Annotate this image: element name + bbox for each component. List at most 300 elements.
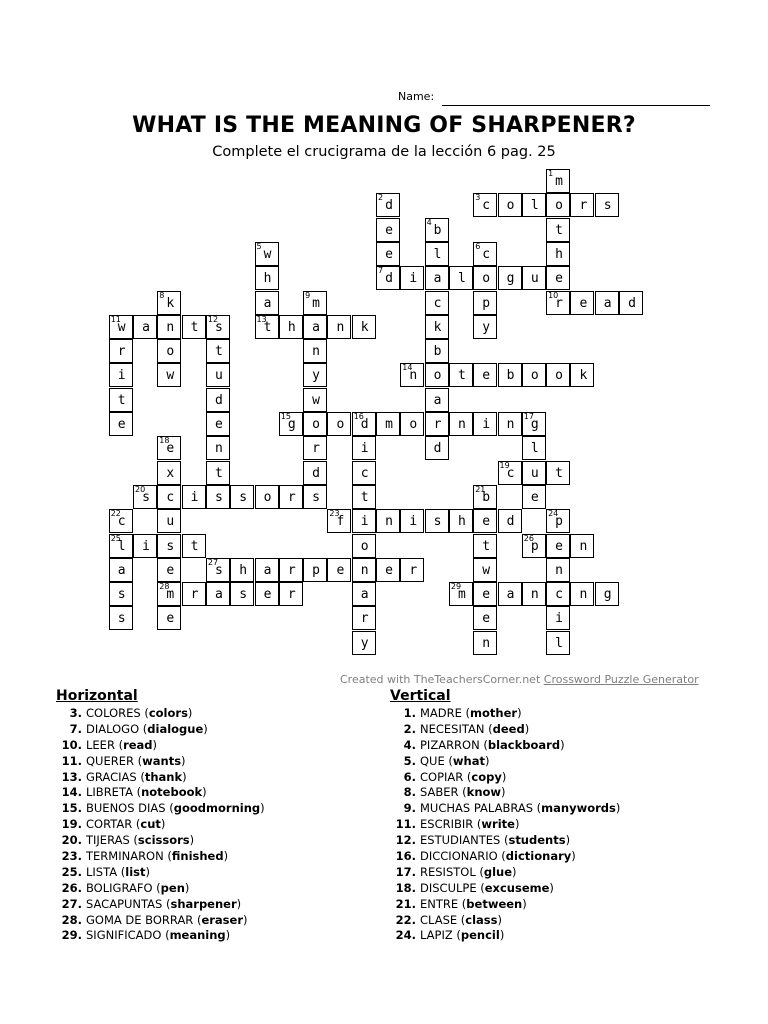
crossword-cell[interactable] [182, 485, 206, 509]
crossword-cell[interactable] [352, 606, 376, 630]
crossword-cell[interactable] [376, 266, 400, 290]
crossword-cell[interactable] [279, 485, 303, 509]
crossword-cell[interactable] [157, 291, 181, 315]
crossword-cell[interactable] [425, 509, 449, 533]
cell-letter: n [214, 441, 223, 457]
cell-letter: s [603, 198, 612, 214]
crossword-cell[interactable] [206, 485, 230, 509]
cell-letter: t [190, 538, 199, 554]
cell-letter: s [312, 489, 320, 505]
clue-number-label: 11. [61, 753, 82, 768]
clue-number: 5 [256, 241, 262, 251]
crossword-cell[interactable] [498, 363, 522, 387]
cell-letter: t [360, 489, 369, 505]
cell-letter: a [603, 295, 612, 311]
cell-letter: o [555, 368, 563, 384]
crossword-cell[interactable] [182, 534, 206, 558]
crossword-cell[interactable] [546, 509, 570, 533]
crossword-cell[interactable] [157, 315, 181, 339]
crossword-cell[interactable] [303, 388, 327, 412]
crossword-cell[interactable] [546, 363, 570, 387]
crossword-cell[interactable] [595, 193, 619, 217]
crossword-cell[interactable] [376, 558, 400, 582]
credit-line [340, 673, 699, 686]
cell-letter: n [482, 635, 491, 651]
crossword-cell[interactable] [546, 631, 570, 655]
clue-number: 22 [110, 509, 121, 519]
clue-answer: glue [483, 864, 513, 879]
crossword-cell[interactable] [449, 509, 473, 533]
crossword-cell[interactable] [498, 582, 522, 606]
clue-answer: sharpener [170, 896, 237, 911]
cell-letter: g [287, 417, 296, 432]
crossword-cell[interactable] [400, 363, 424, 387]
crossword-cell[interactable] [352, 534, 376, 558]
cell-letter: h [263, 271, 272, 287]
crossword-cell[interactable] [570, 582, 594, 606]
crossword-cell[interactable] [425, 218, 449, 242]
cell-letter: f [336, 514, 345, 530]
cell-letter: u [530, 271, 539, 287]
clue-item: 19. CORTAR (cut) [56, 817, 265, 833]
cell-letter: s [142, 489, 150, 505]
crossword-cell[interactable] [376, 218, 400, 242]
crossword-cell[interactable] [182, 582, 206, 606]
crossword-cell[interactable] [230, 558, 254, 582]
crossword-cell[interactable] [546, 606, 570, 630]
crossword-cell[interactable] [352, 582, 376, 606]
clue-answer: pen [160, 880, 185, 895]
clue-item: 3. COLORES (colors) [56, 706, 265, 722]
cell-letter: u [166, 514, 175, 530]
crossword-cell[interactable] [327, 412, 351, 436]
crossword-cell[interactable] [157, 534, 181, 558]
crossword-cell[interactable] [546, 558, 570, 582]
crossword-cell[interactable] [157, 509, 181, 533]
cell-letter: e [385, 222, 393, 238]
clue-answer: know [466, 785, 502, 800]
cell-letter: c [555, 587, 563, 603]
crossword-cell[interactable] [206, 582, 230, 606]
crossword-cell[interactable] [206, 412, 230, 436]
crossword-cell[interactable] [352, 436, 376, 460]
cell-letter: n [360, 562, 369, 578]
clue-item: 17. RESISTOL (glue) [390, 865, 620, 881]
clue-answer: colors [148, 706, 188, 720]
crossword-cell[interactable] [473, 242, 497, 266]
cell-letter: k [360, 319, 369, 335]
crossword-cell[interactable] [425, 436, 449, 460]
clue-spanish: GRACIAS ( [86, 769, 145, 784]
crossword-cell[interactable] [570, 291, 594, 315]
crossword-cell[interactable] [473, 266, 497, 290]
crossword-cell[interactable] [546, 534, 570, 558]
crossword-cell[interactable] [473, 558, 497, 582]
crossword-cell[interactable] [473, 485, 497, 509]
cell-letter: e [263, 587, 272, 603]
crossword-cell[interactable] [303, 436, 327, 460]
cell-letter: d [385, 198, 393, 214]
crossword-cell[interactable] [303, 363, 327, 387]
cell-letter: d [312, 465, 320, 481]
cell-letter: e [555, 271, 563, 287]
cell-letter: t [457, 368, 466, 384]
crossword-cell[interactable] [425, 388, 449, 412]
cell-letter: r [409, 562, 418, 578]
crossword-cell[interactable] [352, 485, 376, 509]
crossword-cell[interactable] [570, 534, 594, 558]
crossword-cell[interactable] [352, 412, 376, 436]
cell-letter: i [482, 417, 491, 432]
crossword-cell[interactable] [352, 461, 376, 485]
crossword-cell[interactable] [522, 363, 546, 387]
clue-number: 25 [110, 533, 121, 543]
crossword-cell[interactable] [400, 412, 424, 436]
cell-letter: e [117, 417, 126, 432]
name-label: Name: [398, 90, 435, 103]
cell-letter: p [312, 562, 320, 578]
crossword-cell[interactable] [109, 509, 133, 533]
crossword-cell[interactable] [109, 412, 133, 436]
crossword-cell[interactable] [522, 412, 546, 436]
clue-item: 27. SACAPUNTAS (sharpener) [56, 897, 265, 913]
cell-letter: e [336, 562, 345, 578]
clue-number-label: 14. [61, 785, 82, 800]
clue-number-label: 27. [61, 896, 82, 911]
crossword-cell[interactable] [255, 485, 279, 509]
crossword-cell[interactable] [279, 412, 303, 436]
crossword-cell[interactable] [303, 412, 327, 436]
clue-number: 8 [159, 290, 165, 300]
crossword-cell[interactable] [206, 558, 230, 582]
crossword-cell[interactable] [595, 582, 619, 606]
crossword-cell[interactable] [522, 266, 546, 290]
cell-letter: e [530, 489, 539, 505]
crossword-cell[interactable] [157, 606, 181, 630]
clue-number-label: 18. [395, 880, 416, 895]
crossword-cell[interactable] [473, 412, 497, 436]
crossword-cell[interactable] [376, 412, 400, 436]
crossword-cell[interactable] [522, 485, 546, 509]
cell-letter: o [166, 344, 175, 360]
cell-letter: t [555, 222, 563, 238]
crossword-cell[interactable] [400, 509, 424, 533]
cell-letter: s [214, 319, 223, 335]
cell-letter: r [287, 489, 296, 505]
clue-number-label: 26. [61, 880, 82, 895]
cell-letter: w [312, 392, 320, 408]
crossword-cell[interactable] [303, 558, 327, 582]
crossword-cell[interactable] [546, 218, 570, 242]
crossword-cell[interactable] [522, 193, 546, 217]
cell-letter: a [506, 587, 515, 603]
crossword-cell[interactable] [303, 339, 327, 363]
crossword-cell[interactable] [473, 193, 497, 217]
cell-letter: m [166, 587, 175, 603]
cell-letter: k [579, 368, 588, 384]
cell-letter: e [214, 417, 223, 432]
cell-letter: r [190, 587, 199, 603]
crossword-cell[interactable] [303, 485, 327, 509]
crossword-cell[interactable] [352, 631, 376, 655]
crossword-cell[interactable] [546, 193, 570, 217]
crossword-cell[interactable] [425, 266, 449, 290]
crossword-cell[interactable] [449, 582, 473, 606]
crossword-cell[interactable] [498, 412, 522, 436]
clue-answer: cut [140, 817, 161, 832]
crossword-cell[interactable] [109, 388, 133, 412]
crossword-cell[interactable] [303, 461, 327, 485]
crossword-cell[interactable] [522, 534, 546, 558]
clue-item: 12. ESTUDIANTES (students) [390, 833, 620, 849]
crossword-cell[interactable] [157, 363, 181, 387]
crossword-cell[interactable] [546, 461, 570, 485]
crossword-cell[interactable] [255, 582, 279, 606]
crossword-cell[interactable] [133, 485, 157, 509]
crossword-cell[interactable] [303, 315, 327, 339]
crossword-cell[interactable] [327, 315, 351, 339]
crossword-cell[interactable] [279, 558, 303, 582]
clue-number: 1 [548, 169, 554, 178]
crossword-cell[interactable] [425, 291, 449, 315]
crossword-cell[interactable] [255, 266, 279, 290]
crossword-cell[interactable] [449, 363, 473, 387]
crossword-cell[interactable] [498, 509, 522, 533]
crossword-cell[interactable] [206, 315, 230, 339]
clue-number-label: 20. [61, 833, 82, 848]
crossword-cell[interactable] [303, 291, 327, 315]
cell-letter: a [214, 587, 223, 603]
cell-letter: u [214, 368, 223, 384]
cell-letter: o [409, 417, 418, 432]
clue-number: 29 [450, 582, 462, 592]
crossword-cell[interactable] [400, 558, 424, 582]
clue-spanish: BUENOS DIAS ( [86, 801, 174, 816]
crossword-cell[interactable] [109, 363, 133, 387]
crossword-cell[interactable] [498, 193, 522, 217]
crossword-cell[interactable] [498, 461, 522, 485]
cell-letter: m [385, 417, 393, 432]
crossword-cell[interactable] [230, 582, 254, 606]
clue-number: 7 [378, 266, 384, 276]
clue-answer: thank [144, 769, 183, 784]
clue-number-label: 10. [61, 737, 82, 752]
crossword-cell[interactable] [425, 315, 449, 339]
crossword-cell[interactable] [376, 193, 400, 217]
cell-letter: a [263, 295, 272, 311]
crossword-cell[interactable] [352, 315, 376, 339]
cell-letter: i [117, 368, 126, 384]
crossword-cell[interactable] [352, 558, 376, 582]
crossword-cell[interactable] [570, 193, 594, 217]
clue-number-label: 13. [61, 769, 82, 784]
clue-number: 14 [402, 363, 413, 373]
clue-item: 7. DIALOGO (dialogue) [56, 722, 265, 738]
cell-letter: d [506, 514, 515, 530]
cell-letter: d [360, 417, 369, 432]
clue-number-label: 1. [403, 706, 416, 720]
crossword-cell[interactable] [255, 291, 279, 315]
crossword-cell[interactable] [425, 412, 449, 436]
clue-spanish: LISTA ( [86, 864, 126, 879]
crossword-cell[interactable] [230, 485, 254, 509]
crossword-cell[interactable] [255, 242, 279, 266]
crossword-cell[interactable] [473, 509, 497, 533]
generator-link[interactable]: Crossword Puzzle Generator [543, 673, 699, 686]
cell-letter: t [555, 465, 563, 481]
clue-number-label: 19. [61, 817, 82, 832]
crossword-cell[interactable] [425, 339, 449, 363]
cell-letter: p [482, 295, 491, 311]
clue-answer: write [481, 817, 515, 832]
crossword-cell[interactable] [498, 266, 522, 290]
clue-spanish: LIBRETA ( [86, 785, 142, 800]
crossword-cell[interactable] [352, 509, 376, 533]
clue-number-label: 3. [69, 706, 82, 720]
crossword-cell[interactable] [255, 558, 279, 582]
crossword-cell[interactable] [279, 315, 303, 339]
cell-letter: d [433, 441, 442, 457]
crossword-cell[interactable] [522, 582, 546, 606]
horizontal-clues [56, 688, 265, 944]
crossword-cell[interactable] [279, 582, 303, 606]
crossword-cell[interactable] [109, 315, 133, 339]
crossword-cell[interactable] [255, 315, 279, 339]
crossword-cell[interactable] [595, 291, 619, 315]
clue-spanish: MADRE ( [420, 706, 471, 720]
crossword-cell[interactable] [109, 606, 133, 630]
crossword-cell[interactable] [425, 242, 449, 266]
crossword-cell[interactable] [546, 266, 570, 290]
cell-letter: a [263, 562, 272, 578]
cell-letter: n [555, 562, 563, 578]
clue-number-label: 6. [403, 769, 416, 784]
cell-letter: r [117, 344, 126, 360]
crossword-cell[interactable] [546, 582, 570, 606]
cell-letter: l [457, 271, 466, 287]
crossword-cell[interactable] [473, 631, 497, 655]
crossword-cell[interactable] [619, 291, 643, 315]
clue-number-label: 9. [403, 801, 416, 816]
clue-answer: dictionary [505, 849, 572, 864]
crossword-cell[interactable] [109, 582, 133, 606]
cell-letter: d [628, 295, 636, 311]
cell-letter: e [482, 514, 491, 530]
crossword-cell[interactable] [157, 436, 181, 460]
crossword-cell[interactable] [206, 461, 230, 485]
clue-spanish: TERMINARON ( [86, 849, 172, 864]
crossword-cell[interactable] [546, 291, 570, 315]
crossword-cell[interactable] [473, 606, 497, 630]
crossword-cell[interactable] [522, 461, 546, 485]
clue-spanish: QUE ( [420, 753, 453, 768]
crossword-cell[interactable] [157, 558, 181, 582]
clue-number-label: 15. [61, 801, 82, 816]
crossword-cell[interactable] [376, 242, 400, 266]
cell-letter: c [482, 198, 491, 214]
crossword-cell[interactable] [570, 363, 594, 387]
page-subtitle: Complete el crucigrama de la lección 6 pag. 25 [212, 144, 556, 160]
cell-letter: n [530, 587, 539, 603]
crossword-cell[interactable] [473, 363, 497, 387]
crossword-cell[interactable] [206, 339, 230, 363]
clue-number-label: 5. [403, 753, 416, 768]
clue-item: 15. BUENOS DIAS (goodmorning) [56, 801, 265, 817]
cell-letter: m [555, 174, 563, 189]
crossword-cell[interactable] [206, 436, 230, 460]
crossword-cell[interactable] [425, 363, 449, 387]
crossword-cell[interactable] [473, 582, 497, 606]
clue-answer: scissors [137, 833, 190, 848]
cell-letter: d [214, 392, 223, 408]
clue-number-label: 23. [61, 849, 82, 864]
cell-letter: e [482, 611, 491, 627]
crossword-cell[interactable] [473, 534, 497, 558]
clue-number-label: 16. [395, 849, 416, 864]
crossword-cell[interactable] [327, 558, 351, 582]
clue-answer: excuseme [484, 880, 550, 895]
crossword-cell[interactable] [109, 339, 133, 363]
crossword-cell[interactable] [157, 339, 181, 363]
crossword-cell[interactable] [182, 315, 206, 339]
clue-answer: goodmorning [173, 801, 261, 816]
crossword-cell[interactable] [473, 291, 497, 315]
crossword-cell[interactable] [157, 461, 181, 485]
clue-item: 26. BOLIGRAFO (pen) [56, 881, 265, 897]
crossword-cell[interactable] [206, 388, 230, 412]
clue-answer: mother [470, 706, 518, 720]
cell-letter: l [117, 538, 126, 554]
cell-letter: h [555, 246, 563, 262]
crossword-cell[interactable] [522, 436, 546, 460]
crossword-cell[interactable] [157, 485, 181, 509]
clue-number-label: 12. [395, 833, 416, 848]
cell-letter: s [239, 587, 248, 603]
crossword-cell[interactable] [449, 412, 473, 436]
crossword-cell[interactable] [376, 509, 400, 533]
crossword-cell[interactable] [133, 315, 157, 339]
crossword-cell[interactable] [109, 558, 133, 582]
crossword-cell[interactable] [546, 169, 570, 193]
crossword-cell[interactable] [157, 582, 181, 606]
cell-letter: r [287, 587, 296, 603]
crossword-cell[interactable] [449, 266, 473, 290]
cell-letter: c [482, 246, 491, 262]
cell-letter: d [385, 271, 393, 287]
cell-letter: a [142, 319, 150, 335]
crossword-cell[interactable] [109, 534, 133, 558]
clue-item: 4. PIZARRON (blackboard) [390, 738, 620, 754]
cell-letter: e [166, 441, 175, 457]
cell-letter: a [360, 587, 369, 603]
cell-letter: o [482, 271, 491, 287]
crossword-cell[interactable] [327, 509, 351, 533]
crossword-cell[interactable] [473, 315, 497, 339]
clue-number: 11 [110, 314, 121, 324]
crossword-cell[interactable] [400, 266, 424, 290]
cell-letter: r [287, 562, 296, 578]
clue-item: 20. TIJERAS (scissors) [56, 833, 265, 849]
cell-letter: s [166, 538, 175, 554]
clue-item: 16. DICCIONARIO (dictionary) [390, 849, 620, 865]
crossword-cell[interactable] [546, 242, 570, 266]
cell-letter: t [190, 319, 199, 335]
cell-letter: a [433, 271, 442, 287]
vertical-heading: Vertical [390, 688, 451, 704]
clue-item: 11. ESCRIBIR (write) [390, 817, 620, 833]
crossword-cell[interactable] [206, 363, 230, 387]
crossword-cell[interactable] [133, 534, 157, 558]
